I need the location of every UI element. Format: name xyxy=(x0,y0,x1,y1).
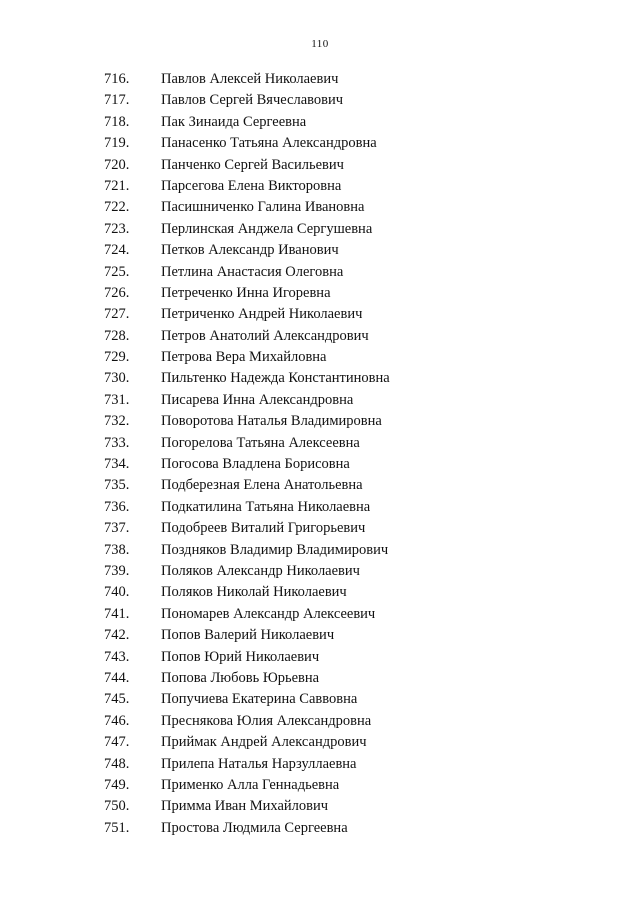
item-number: 731. xyxy=(104,391,130,408)
item-number: 751. xyxy=(104,819,130,836)
item-name: Подобреев Виталий Григорьевич xyxy=(161,520,366,537)
list-item xyxy=(0,176,640,197)
list-item xyxy=(0,754,640,775)
item-name: Поляков Александр Николаевич xyxy=(161,562,360,579)
list-item xyxy=(0,283,640,304)
list-item xyxy=(0,732,640,753)
item-name: Петрова Вера Михайловна xyxy=(161,349,327,366)
item-name: Перлинская Анджела Сергушевна xyxy=(161,220,373,237)
list-item xyxy=(0,197,640,218)
list-item xyxy=(0,796,640,817)
item-name: Подберезная Елена Анатольевна xyxy=(161,477,363,494)
item-name: Петлина Анастасия Олеговна xyxy=(161,263,344,280)
list-item xyxy=(0,604,640,625)
item-name: Попов Юрий Николаевич xyxy=(161,648,320,665)
list-item xyxy=(0,262,640,283)
item-number: 718. xyxy=(104,113,130,130)
list-item xyxy=(0,368,640,389)
item-number: 743. xyxy=(104,648,130,665)
item-name: Парсегова Елена Викторовна xyxy=(161,177,342,194)
item-number: 725. xyxy=(104,263,130,280)
list-item xyxy=(0,475,640,496)
page-number: 110 xyxy=(311,38,329,50)
item-name: Погосова Владлена Борисовна xyxy=(161,456,350,473)
list-item xyxy=(0,625,640,646)
item-number: 717. xyxy=(104,92,130,109)
item-name: Поляков Николай Николаевич xyxy=(161,584,347,601)
item-number: 728. xyxy=(104,327,130,344)
list-item xyxy=(0,775,640,796)
item-name: Петров Анатолий Александрович xyxy=(161,327,369,344)
list-item xyxy=(0,433,640,454)
item-number: 719. xyxy=(104,135,130,152)
item-number: 732. xyxy=(104,413,130,430)
item-number: 733. xyxy=(104,434,130,451)
list-item xyxy=(0,647,640,668)
item-name: Прилепа Наталья Нарзуллаевна xyxy=(161,755,357,772)
list-item xyxy=(0,390,640,411)
list-item xyxy=(0,668,640,689)
list-item xyxy=(0,689,640,710)
list-item xyxy=(0,304,640,325)
item-name: Подкатилина Татьяна Николаевна xyxy=(161,498,371,515)
item-number: 716. xyxy=(104,71,130,87)
item-name: Погорелова Татьяна Алексеевна xyxy=(161,434,360,451)
item-number: 740. xyxy=(104,584,130,601)
item-name: Поздняков Владимир Владимирович xyxy=(161,541,389,558)
item-number: 723. xyxy=(104,220,130,237)
item-number: 721. xyxy=(104,177,130,194)
item-number: 737. xyxy=(104,520,130,537)
item-number: 742. xyxy=(104,627,130,644)
item-name: Панченко Сергей Васильевич xyxy=(161,156,344,173)
item-number: 739. xyxy=(104,562,130,579)
item-number: 736. xyxy=(104,498,130,515)
item-name: Попучиева Екатерина Саввовна xyxy=(161,691,358,708)
item-number: 748. xyxy=(104,755,130,772)
list-item xyxy=(0,582,640,603)
list-item xyxy=(0,454,640,475)
item-name: Применко Алла Геннадьевна xyxy=(161,776,340,793)
item-name: Приймак Андрей Александрович xyxy=(161,734,367,751)
item-number: 738. xyxy=(104,541,130,558)
item-number: 720. xyxy=(104,156,130,173)
list-item xyxy=(0,69,640,90)
list-item xyxy=(0,240,640,261)
item-name: Пак Зинаида Сергеевна xyxy=(161,113,307,130)
list-item xyxy=(0,518,640,539)
item-name: Павлов Сергей Вячеславович xyxy=(161,92,344,109)
item-number: 735. xyxy=(104,477,130,494)
item-number: 729. xyxy=(104,349,130,366)
item-name: Пильтенко Надежда Константиновна xyxy=(161,370,390,387)
item-name: Примма Иван Михайлович xyxy=(161,798,329,815)
item-name: Простова Людмила Сергеевна xyxy=(161,819,348,836)
item-number: 741. xyxy=(104,605,130,622)
item-name: Попов Валерий Николаевич xyxy=(161,627,335,644)
list-item xyxy=(0,347,640,368)
list-item xyxy=(0,133,640,154)
item-name: Петреченко Инна Игоревна xyxy=(161,284,331,301)
item-number: 726. xyxy=(104,284,130,301)
item-number: 746. xyxy=(104,712,130,729)
name-list xyxy=(0,69,640,839)
item-number: 749. xyxy=(104,776,130,793)
item-name: Петриченко Андрей Николаевич xyxy=(161,306,363,323)
list-item xyxy=(0,711,640,732)
list-item xyxy=(0,155,640,176)
list-item xyxy=(0,411,640,432)
item-number: 724. xyxy=(104,242,130,259)
item-name: Петков Александр Иванович xyxy=(161,242,339,259)
item-number: 730. xyxy=(104,370,130,387)
item-number: 750. xyxy=(104,798,130,815)
list-item xyxy=(0,219,640,240)
item-number: 734. xyxy=(104,456,130,473)
item-number: 727. xyxy=(104,306,130,323)
item-number: 722. xyxy=(104,199,130,216)
item-number: 747. xyxy=(104,734,130,751)
list-item xyxy=(0,540,640,561)
list-item xyxy=(0,326,640,347)
item-name: Панасенко Татьяна Александровна xyxy=(161,135,377,152)
item-number: 745. xyxy=(104,691,130,708)
item-number: 744. xyxy=(104,669,130,686)
list-item xyxy=(0,497,640,518)
item-name: Пасишниченко Галина Ивановна xyxy=(161,199,365,216)
item-name: Поворотова Наталья Владимировна xyxy=(161,413,382,430)
item-name: Попова Любовь Юрьевна xyxy=(161,669,320,686)
list-item xyxy=(0,561,640,582)
item-name: Пономарев Александр Алексеевич xyxy=(161,605,376,622)
list-item xyxy=(0,818,640,839)
item-name: Павлов Алексей Николаевич xyxy=(161,71,339,87)
item-name: Преснякова Юлия Александровна xyxy=(161,712,372,729)
item-name: Писарева Инна Александровна xyxy=(161,391,354,408)
list-item xyxy=(0,90,640,111)
list-item xyxy=(0,112,640,133)
